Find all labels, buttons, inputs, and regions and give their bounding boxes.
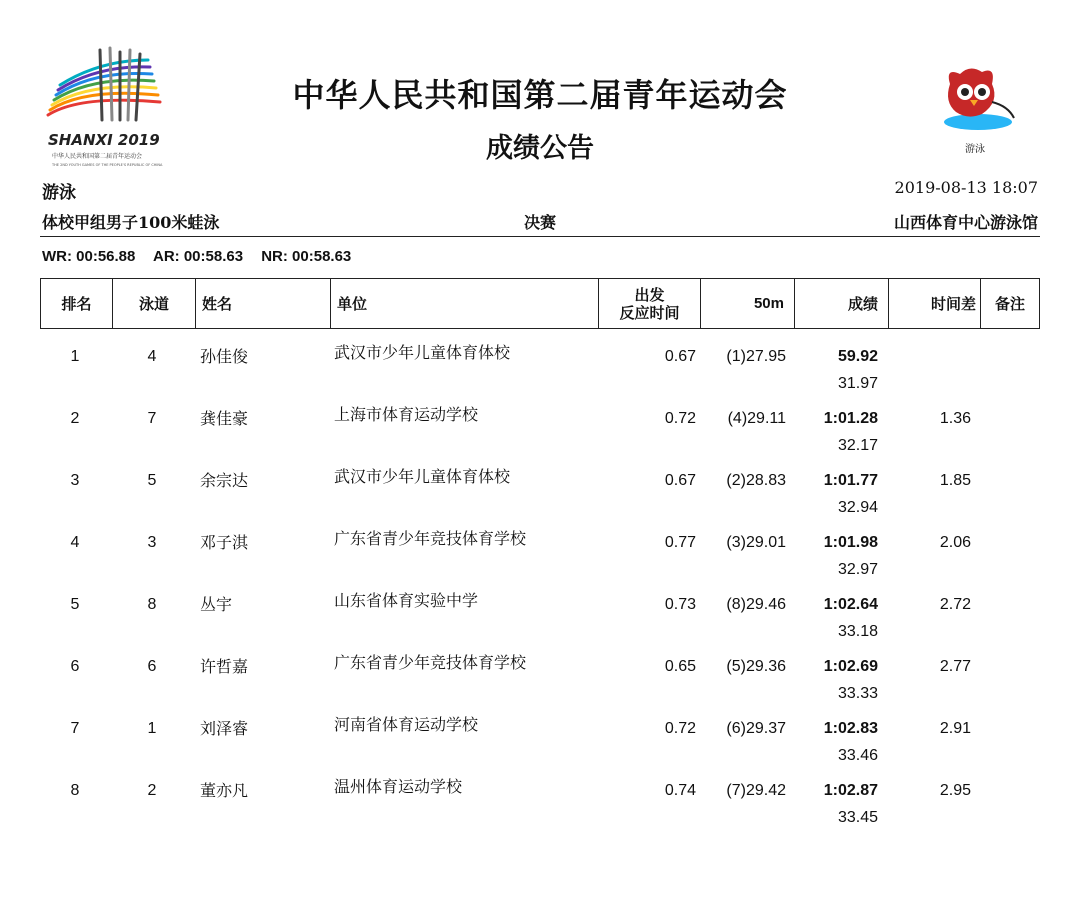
result-cell: 59.92 bbox=[837, 348, 878, 365]
rank-cell: 4 bbox=[70, 534, 80, 551]
header-name: 姓名 bbox=[196, 279, 331, 328]
reaction-cell: 0.74 bbox=[664, 782, 696, 799]
rank-cell: 3 bbox=[70, 472, 80, 489]
svg-text:THE 2ND YOUTH GAMES OF THE PEO: THE 2ND YOUTH GAMES OF THE PEOPLE'S REPUBLIC OF CHINA bbox=[52, 163, 163, 167]
reaction-cell: 0.67 bbox=[664, 472, 696, 489]
header-remark: 备注 bbox=[994, 295, 1025, 313]
unit-cell: 上海市体育运动学校 bbox=[334, 405, 479, 424]
name-cell: 孙佳俊 bbox=[200, 347, 249, 366]
unit-cell: 武汉市少年儿童体育体校 bbox=[334, 467, 511, 486]
mascot-image bbox=[930, 62, 1020, 132]
table-row bbox=[40, 765, 1040, 825]
lane-cell: 1 bbox=[147, 720, 157, 737]
rank-cell: 2 bbox=[70, 410, 80, 427]
result-cell: 1:02.87 bbox=[823, 782, 878, 799]
reaction-cell: 0.67 bbox=[664, 348, 696, 365]
divider bbox=[40, 236, 1040, 237]
split50-cell: (5)29.36 bbox=[726, 658, 786, 675]
split50-cell: (6)29.37 bbox=[726, 720, 786, 737]
name-cell: 丛宇 bbox=[200, 595, 233, 614]
records-line bbox=[42, 248, 365, 265]
split50-cell: (7)29.42 bbox=[726, 782, 786, 799]
split2-cell: 33.33 bbox=[837, 685, 878, 702]
header-reaction bbox=[599, 279, 701, 328]
table-row bbox=[40, 703, 1040, 763]
national-record: NR: 00:58.63 bbox=[261, 248, 352, 265]
diff-cell: 2.77 bbox=[939, 658, 971, 675]
rank-cell: 7 bbox=[70, 720, 80, 737]
venue-label: 山西体育中心游泳馆 bbox=[893, 213, 1038, 232]
header-reaction-line1: 出发 bbox=[634, 285, 665, 304]
header-rank: 排名 bbox=[41, 279, 113, 328]
table-row bbox=[40, 641, 1040, 701]
unit-cell: 温州体育运动学校 bbox=[334, 777, 463, 796]
name-cell: 邓子淇 bbox=[200, 533, 249, 552]
result-cell: 1:01.28 bbox=[823, 410, 878, 427]
result-cell: 1:01.77 bbox=[823, 472, 878, 489]
mascot-icon bbox=[930, 62, 1020, 132]
name-cell: 许哲嘉 bbox=[200, 657, 249, 676]
sub-title: 成绩公告 bbox=[486, 133, 594, 164]
diff-cell: 2.95 bbox=[939, 782, 971, 799]
unit-cell: 广东省青少年竞技体育学校 bbox=[334, 529, 527, 548]
mascot-label: 游泳 bbox=[965, 144, 985, 155]
header-diff: 时间差 bbox=[889, 279, 981, 328]
event-name: 体校甲组男子100米蛙泳 bbox=[42, 213, 220, 232]
table-row bbox=[40, 579, 1040, 639]
unit-cell: 山东省体育实验中学 bbox=[334, 591, 479, 610]
lane-cell: 5 bbox=[147, 472, 157, 489]
main-title: 中华人民共和国第二届青年运动会 bbox=[292, 76, 788, 114]
split50-cell: (4)29.11 bbox=[727, 410, 786, 427]
reaction-cell: 0.77 bbox=[664, 534, 696, 551]
phase-label: 决赛 bbox=[523, 213, 556, 232]
table-row bbox=[40, 455, 1040, 515]
name-cell: 董亦凡 bbox=[200, 781, 249, 800]
svg-text:SHANXI 2019: SHANXI 2019 bbox=[48, 131, 160, 149]
diff-cell: 2.72 bbox=[939, 596, 971, 613]
split50-cell: (3)29.01 bbox=[726, 534, 786, 551]
lane-cell: 7 bbox=[147, 410, 157, 427]
lane-cell: 3 bbox=[147, 534, 157, 551]
name-cell: 龚佳豪 bbox=[200, 409, 249, 428]
table-header bbox=[40, 278, 1040, 329]
header-lane: 泳道 bbox=[113, 279, 196, 328]
svg-text:中华人民共和国第二届青年运动会: 中华人民共和国第二届青年运动会 bbox=[52, 153, 143, 160]
unit-cell: 广东省青少年竞技体育学校 bbox=[334, 653, 527, 672]
unit-cell: 河南省体育运动学校 bbox=[334, 715, 479, 734]
result-cell: 1:02.83 bbox=[823, 720, 878, 737]
rank-cell: 1 bbox=[70, 348, 80, 365]
header-result: 成绩 bbox=[795, 279, 889, 328]
diff-cell: 2.91 bbox=[939, 720, 971, 737]
result-cell: 1:02.69 bbox=[823, 658, 878, 675]
lane-cell: 8 bbox=[147, 596, 157, 613]
header-reaction-line2: 反应时间 bbox=[619, 303, 680, 322]
reaction-cell: 0.65 bbox=[664, 658, 696, 675]
sport-label: 游泳 bbox=[42, 183, 76, 203]
header-unit: 单位 bbox=[331, 279, 599, 328]
diff-cell: 1.36 bbox=[939, 410, 971, 427]
table-row bbox=[40, 331, 1040, 391]
split2-cell: 31.97 bbox=[837, 375, 878, 392]
split50-cell: (2)28.83 bbox=[726, 472, 786, 489]
reaction-cell: 0.72 bbox=[664, 720, 696, 737]
split50-cell: (8)29.46 bbox=[726, 596, 786, 613]
name-cell: 刘泽睿 bbox=[200, 719, 249, 738]
diff-cell: 1.85 bbox=[939, 472, 971, 489]
world-record: WR: 00:56.88 bbox=[42, 248, 136, 265]
lane-cell: 6 bbox=[147, 658, 157, 675]
name-cell: 余宗达 bbox=[200, 471, 249, 490]
split2-cell: 33.46 bbox=[837, 747, 878, 764]
result-cell: 1:01.98 bbox=[823, 534, 878, 551]
reaction-cell: 0.73 bbox=[664, 596, 696, 613]
rank-cell: 5 bbox=[70, 596, 80, 613]
asian-record: AR: 00:58.63 bbox=[153, 248, 244, 265]
rank-cell: 8 bbox=[70, 782, 80, 799]
datetime: 2019-08-13 18:07 bbox=[894, 178, 1038, 197]
diff-cell: 2.06 bbox=[939, 534, 971, 551]
table-row bbox=[40, 517, 1040, 577]
lane-cell: 4 bbox=[147, 348, 157, 365]
split2-cell: 33.45 bbox=[837, 809, 878, 826]
split2-cell: 32.94 bbox=[837, 499, 878, 516]
split2-cell: 32.97 bbox=[837, 561, 878, 578]
reaction-cell: 0.72 bbox=[664, 410, 696, 427]
split2-cell: 32.17 bbox=[837, 437, 878, 454]
header-split50: 50m bbox=[701, 279, 795, 328]
result-cell: 1:02.64 bbox=[823, 596, 878, 613]
split50-cell: (1)27.95 bbox=[726, 348, 786, 365]
split2-cell: 33.18 bbox=[837, 623, 878, 640]
unit-cell: 武汉市少年儿童体育体校 bbox=[334, 343, 511, 362]
lane-cell: 2 bbox=[147, 782, 157, 799]
rank-cell: 6 bbox=[70, 658, 80, 675]
table-row bbox=[40, 393, 1040, 453]
